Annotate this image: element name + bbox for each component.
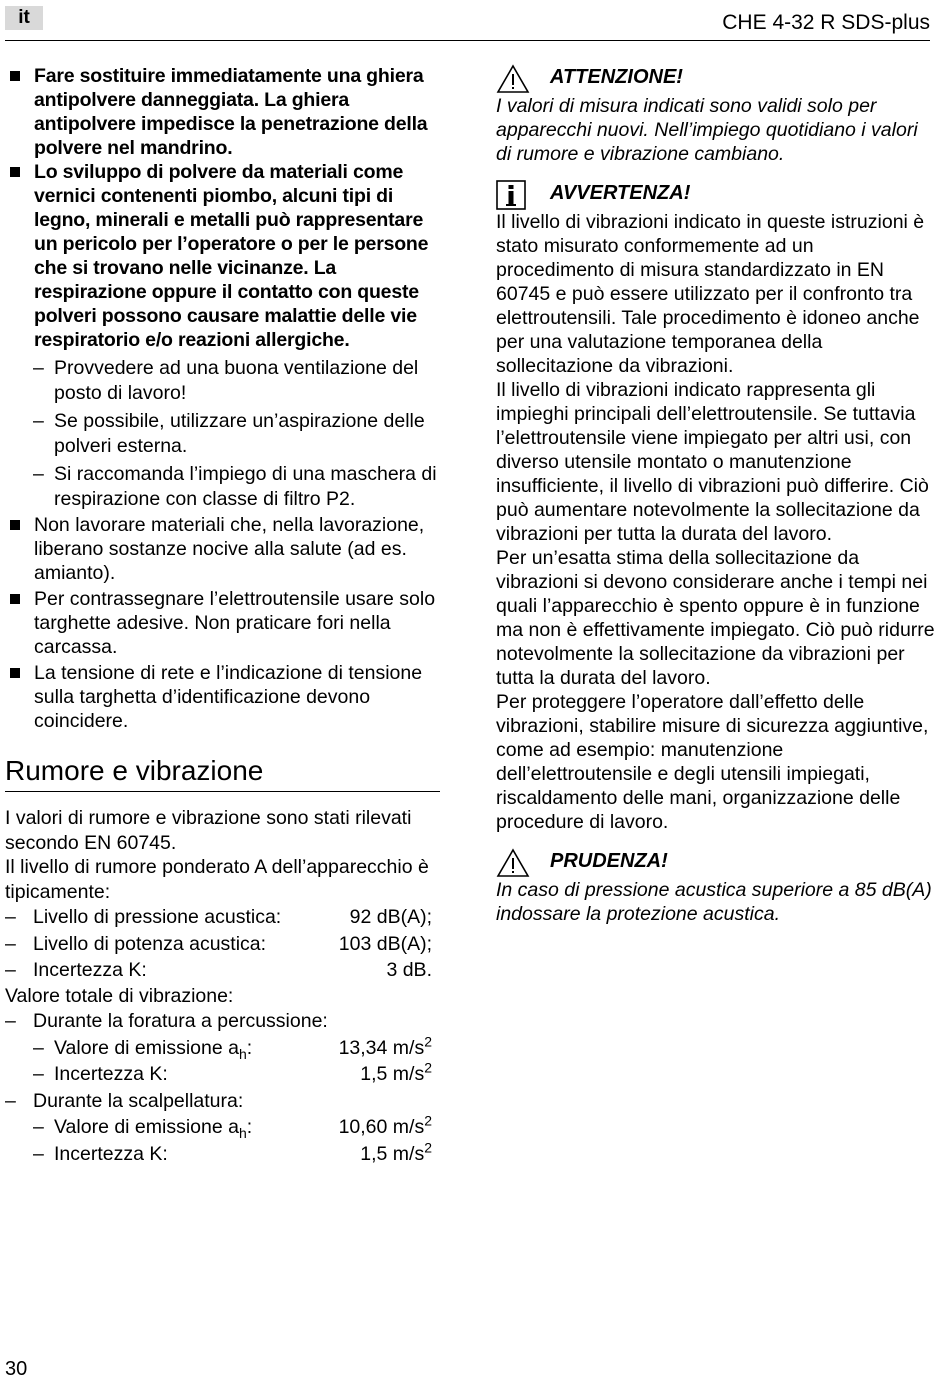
bullet-item: La tensione di rete e l’indicazione di tensione sulla targhetta d’identificazione devono coincidere. [5,661,440,733]
spec-label: – Incertezza K: [54,1063,168,1085]
dash-item: – Si raccomanda l’impiego di una maschera di respirazione con classe di filtro P2. [5,462,440,511]
notice-paragraph: Il livello di vibrazioni indicato rappresenta gli impieghi principali dell’elettroutensile. Se tuttavia l’elettroutensile viene impiegato per altri usi, con diverso utensile montato o manutenzione insufficiente, il livello di vibrazioni può differire. Ciò può aumentare notevolmente la sollecitazione da vibrazioni per tutta la durata del lavoro. [496,379,929,545]
dash-item: – Se possibile, utilizzare un’aspirazione delle polveri esterna. [5,409,440,458]
info-icon [496,180,526,210]
spec-label: – Livello di potenza acustica: [33,932,267,955]
spec-label: – Livello di pressione acustica: [33,906,282,928]
noise-row [5,931,440,958]
spec-value: 10,60 $m/s^2$ [338,1112,432,1138]
spec-value: 13,34 $m/s^2$ [338,1033,432,1059]
spec-label: – Valore di emissione $a_h$: [54,1036,253,1062]
vibration-row [5,1114,440,1141]
attention-text: I valori di misura indicati sono validi solo per apparecchi nuovi. Nell’impiego quotidiano i valori di rumore e vibrazione cambiano. [496,95,918,165]
caution-header [496,848,936,878]
spec-value: 92 dB(A); [349,906,432,928]
notice-title: AVVERTENZA! [550,182,691,204]
caution-title: PRUDENZA! [550,850,668,872]
attention-title: ATTENZIONE! [550,66,683,88]
bullet-item: Per contrassegnare l’elettroutensile usare solo targhette adesive. Non praticare fori nella carcassa. [5,587,440,659]
warning-triangle-icon [496,848,530,878]
caution-text: In caso di pressione acustica superiore a 85 dB(A) indossare la protezione acustica. [496,879,932,925]
right-column [496,64,936,926]
language-tab: it [5,6,43,30]
group-label: – Durante la foratura a percussione: [33,1010,328,1032]
spec-label: – Incertezza K: [33,959,147,981]
vibration-group [5,1088,440,1115]
spec-value: 1,5 $m/s^2$ [360,1139,432,1165]
noise-row [5,904,440,931]
vibration-row [5,1061,440,1088]
dash-item: – Provvedere ad una buona ventilazione del posto di lavoro! [5,356,440,405]
warning-triangle-icon [496,64,530,94]
vibration-row [5,1035,440,1062]
notice-paragraph: Per un’esatta stima della sollecitazione da vibrazioni si devono considerare anche i tempi nei quali l’apparecchio è spento oppure è in funzione ma non è effettivamente impiegato. Ciò può ridurre notevolmente la sollecitazione da vibrazioni per tutta la durata del lavoro. [496,547,935,689]
spec-value: 3 dB. [386,959,432,981]
attention-header [496,64,936,94]
header-rule [5,40,930,41]
model-name: CHE 4-32 R SDS-plus [722,11,930,34]
group-label: – Durante la scalpellatura: [33,1089,244,1112]
noise-row [5,957,440,984]
spec-label: – Incertezza K: [54,1142,168,1165]
bullet-item: Fare sostituire immediatamente una ghiera antipolvere danneggiata. La ghiera antipolvere impedisce la penetrazione della polvere nel mandrino. [5,64,440,160]
vibration-group [5,1008,440,1035]
vibration-row [5,1141,440,1168]
vibration-title: Valore totale di vibrazione: [5,984,234,1007]
section-title: Rumore e vibrazione [5,755,440,792]
notice-header [496,180,936,210]
spec-value: 1,5 $m/s^2$ [360,1059,432,1085]
intro-text: I valori di rumore e vibrazione sono stati rilevati secondo EN 60745. [5,807,412,854]
bullet-item: Lo sviluppo di polvere da materiali come vernici contenenti piombo, alcuni tipi di legno, minerali e metalli può rappresentare un pericolo per l’operatore o per le persone che si trovano nelle vicinanze. La respirazione oppure il contatto con queste polveri possono causare malattie delle vie respiratorio e/o reazioni allergiche. [5,160,440,352]
intro-text: Il livello di rumore ponderato A dell’apparecchio è tipicamente: [5,856,429,903]
bullet-item: Non lavorare materiali che, nella lavorazione, liberano sostanze nocive alla salute (ad es. amianto). [5,513,440,585]
spec-label: – Valore di emissione $a_h$: [54,1116,253,1141]
left-column [5,64,440,1167]
notice-paragraph: Il livello di vibrazioni indicato in queste istruzioni è stato misurato conformemente ad un procedimento di misura standardizzato in EN 60745 e può essere utilizzato per il confronto tra elettroutensili. Tale procedimento è idoneo anche per una valutazione temporanea della sollecitazione da vibrazioni. [496,211,925,377]
spec-value: 103 dB(A); [338,932,432,955]
notice-paragraph: Per proteggere l’operatore dall’effetto delle vibrazioni, stabilire misure di sicurezza aggiuntive, come ad esempio: manutenzione dell’elettroutensile e degli utensili impiegati, riscaldamento delle mani, organizzazione delle procedure di lavoro. [496,691,929,833]
page-number: 30 [5,1358,28,1380]
